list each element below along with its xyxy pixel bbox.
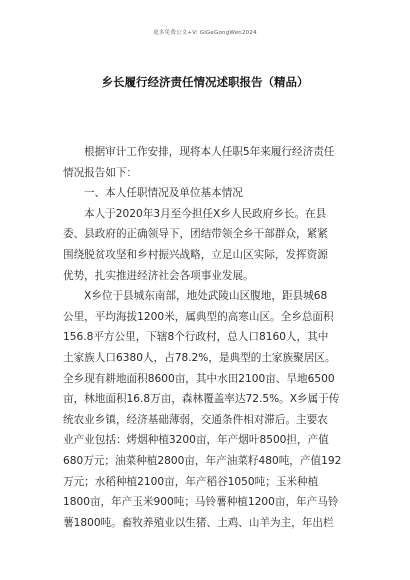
paragraph-line: 委、县政府的正确领导下，团结带领全乡干部群众，紧紧 [63,228,328,241]
watermark-text: 更多免费公文+V: GiGeGongWen2024 [153,30,257,36]
paragraph-line: 1800亩，年产玉米900吨；马铃薯种植1200亩，年产马铃 [63,496,339,509]
paragraph-line: 优势，扎实推进经济社会各项事业发展。 [63,269,254,282]
paragraph-line: 情况报告如下： [63,166,138,179]
paragraph-line: 围绕脱贫攻坚和乡村振兴战略，立足山区实际，发挥资源 [63,248,328,261]
paragraph-line: 统农业乡镇，经济基础薄弱，交通条件相对滞后。主要农 [63,413,328,426]
section-heading: 一、本人任职情况及单位基本情况 [84,187,243,200]
paragraph-line: X乡位于县城东南部，地处武陵山区腹地，距县城68 [84,290,328,303]
paragraph-line: 土家族人口6380人，占78.2%，是典型的土家族聚居区。 [63,351,336,364]
paragraph-line: 亩，林地面积16.8万亩，森林覆盖率达72.5%。X乡属于传 [63,393,340,406]
paragraph-line: 本人于2020年3月至今担任X乡人民政府乡长。在县 [84,207,327,220]
paragraph-line: 业产业包括：烤烟种植3200亩，年产烟叶8500担，产值 [63,434,329,447]
paragraph-line: 公里，平均海拔1200米，属典型的高寒山区。全乡总面积 [63,310,334,323]
paragraph-line: 680万元；油菜种植2800亩，年产油菜籽480吨，产值192 [63,454,342,467]
paragraph-line: 全乡现有耕地面积8600亩，其中水田2100亩、旱地6500 [63,372,335,385]
paragraph-line: 根据审计工作安排，现将本人任职5年来履行经济责任 [84,146,335,158]
body-text [63,142,359,533]
document-title: 乡长履行经济责任情况述职报告（精品） [101,75,309,89]
paragraph-line: 薯1800吨。畜牧养殖业以生猪、土鸡、山羊为主，年出栏 [63,516,334,529]
paragraph-line: 万元；水稻种植2100亩，年产稻谷1050吨；玉米种植 [63,475,319,488]
paragraph-line: 156.8平方公里，下辖8个行政村，总人口8160人，其中 [63,331,329,344]
